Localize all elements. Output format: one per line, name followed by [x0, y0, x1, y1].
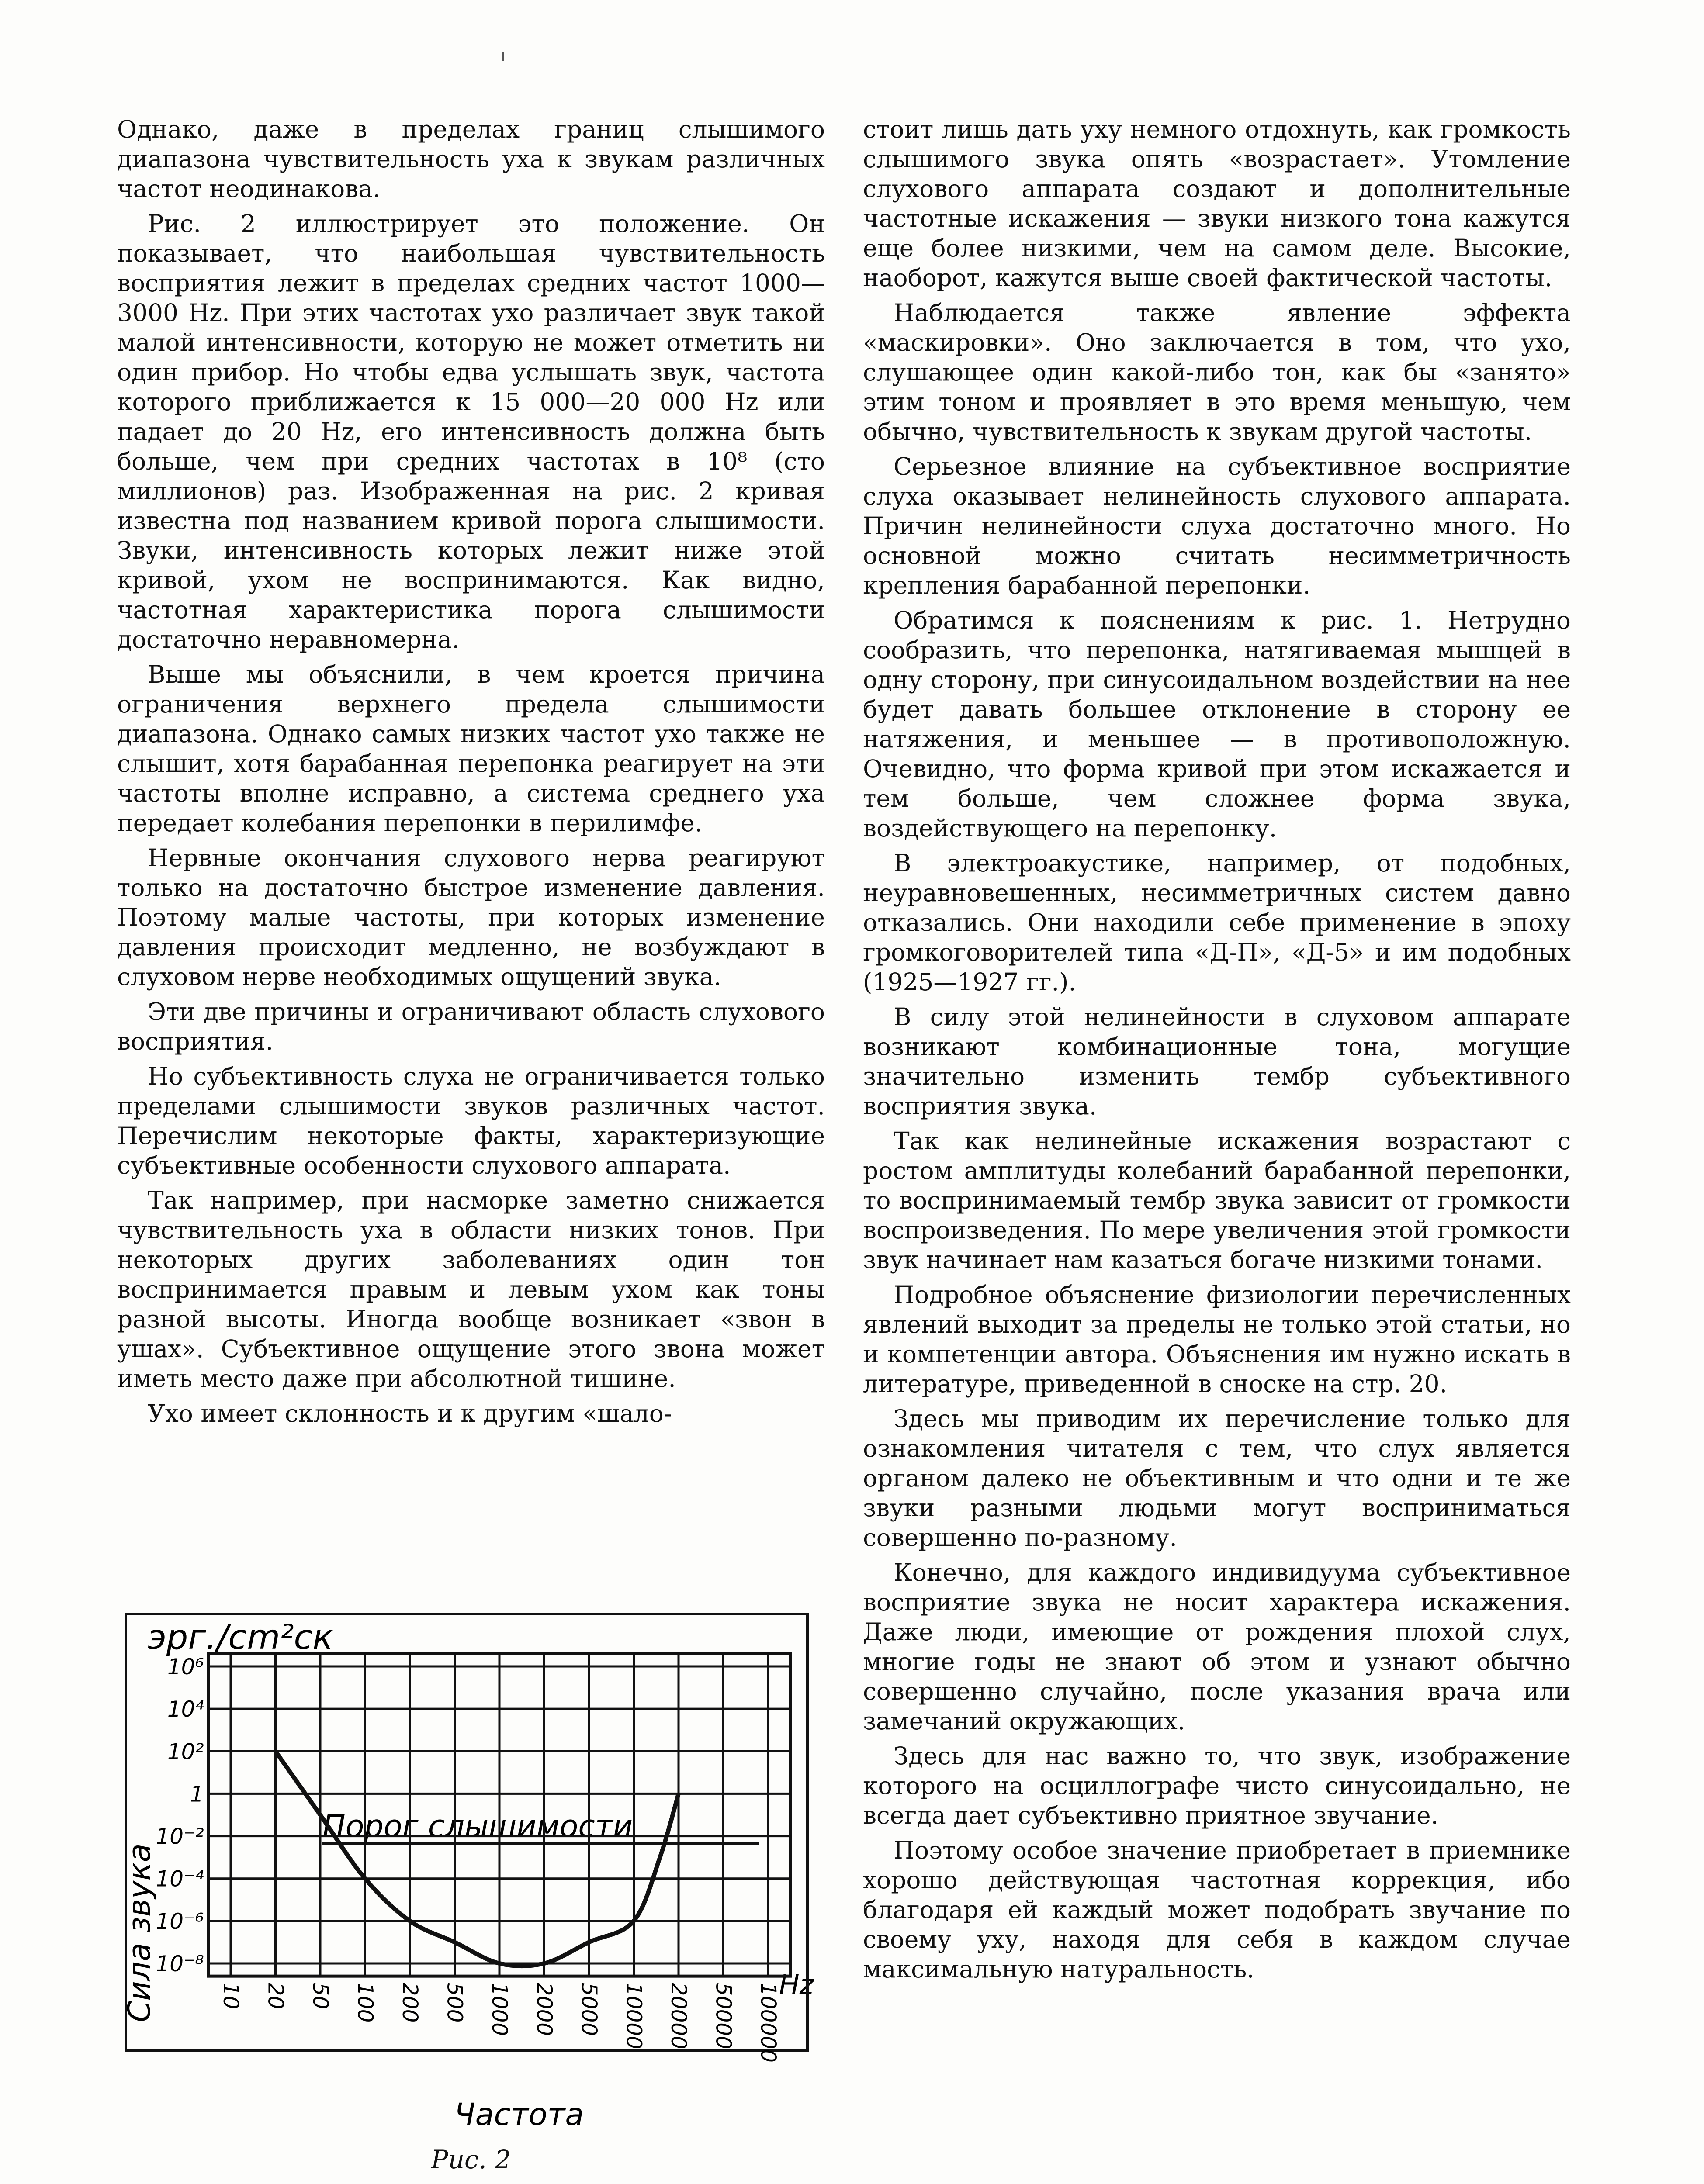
- x-tick-label: 200: [398, 1982, 422, 2023]
- paragraph: В силу этой нелинейности в слуховом аппарате возникают комбинационные тона, могущие значительно изменить тембр субъективного восприятия звука.: [863, 1003, 1571, 1120]
- x-tick-label: 10: [218, 1982, 243, 2009]
- figure-caption: Рис. 2: [431, 2145, 511, 2174]
- x-tick-label: 500: [442, 1982, 467, 2023]
- x-tick-label: 5000: [577, 1982, 601, 2036]
- paragraph: Поэтому особое значение приобретает в приемнике хорошо действующая частотная коррекция, ибо благодаря ей каждый может подобрать звучание по своему уху, находя для себя в каждом случае максимальную натуральность.: [863, 1836, 1571, 1983]
- x-tick-label: 100: [353, 1982, 378, 2023]
- paragraph: Рис. 2 иллюстрирует это положение. Он показывает, что наибольшая чувствительность восприятия лежит в пределах средних частот 1000—3000 Hz. При этих частотах ухо различает звук такой малой интенсивности, которую не может отметить ни один прибор. Но чтобы едва услышать звук, частота которого приближается к 15 000—20 000 Hz или падает до 20 Hz, его интенсивность должна быть больше, чем при средних частотах в 10⁸ (сто миллионов) раз. Изображенная на рис. 2 кривая известна под названием кривой порога слышимости. Звуки, интенсивность которых лежит ниже этой кривой, ухом не воспринимаются. Как видно, частотная характеристика порога слышимости достаточно неравномерна.: [117, 210, 825, 653]
- x-tick-label: 50: [308, 1982, 332, 2009]
- paragraph: Здесь для нас важно то, что звук, изображение которого на осциллографе чисто синусоидально, не всегда дает субъективно приятное звучание.: [863, 1742, 1571, 1829]
- x-tick-label: 2000: [532, 1982, 557, 2036]
- y-tick-label: 10⁴: [167, 1697, 204, 1722]
- left-column: [117, 114, 825, 1434]
- threshold-curve: [276, 1751, 679, 1966]
- paragraph: Конечно, для каждого индивидуума субъективное восприятие звука не носит характера искажения. Даже люди, имеющие от рождения плохой слух, многие годы не знают об этом и узнают обычно совершенно случайно, после указания врача или замечаний окружающих.: [863, 1559, 1571, 1735]
- y-tick-label: 10⁻⁶: [156, 1908, 204, 1934]
- x-tick-label: 10000: [621, 1982, 646, 2049]
- paragraph: Нервные окончания слухового нерва реагируют только на достаточно быстрое изменение давления. Поэтому малые частоты, при которых изменение давления происходит медленно, не возбуждают в слуховом нерве необходимых ощущений звука.: [117, 844, 825, 991]
- paragraph: Серьезное влияние на субъективное восприятие слуха оказывает нелинейность слухового аппарата. Причин нелинейности слуха достаточно много. Но основной можно считать несимметричность крепления барабанной перепонки.: [863, 453, 1571, 599]
- figure-hearing-threshold: [117, 1610, 825, 2177]
- x-tick-label: 20: [263, 1982, 288, 2009]
- right-column: [863, 114, 1571, 1989]
- paragraph: стоит лишь дать уху немного отдохнуть, как громкость слышимого звука опять «возрастает». Утомление слухового аппарата создают и дополнительные частотные искажения — звуки низкого тона кажутся еще более низкими, чем на самом деле. Высокие, наоборот, кажутся выше своей фактической частоты.: [863, 115, 1571, 292]
- scan-mark: [502, 52, 504, 61]
- y-tick-label: 10⁻²: [156, 1824, 204, 1849]
- y-axis-label: Сила звука: [121, 1843, 157, 2022]
- x-axis-label: Частота: [454, 2097, 584, 2132]
- x-unit-label: Hz: [779, 1969, 814, 2001]
- paragraph: В электроакустике, например, от подобных, неуравновешенных, несимметричных систем давно отказались. Они находили себе применение в эпоху громкоговорителей типа «Д-П», «Д-5» и им подобных (1925—1927 гг.).: [863, 849, 1571, 996]
- paragraph: Ухо имеет склонность и к другим «шало-: [148, 1400, 672, 1427]
- paragraph: Но субъективность слуха не ограничивается только пределами слышимости звуков различных частот. Перечислим некоторые факты, характеризующие субъективные особенности слухового аппарата.: [117, 1062, 825, 1179]
- y-tick-label: 10⁻⁴: [156, 1866, 204, 1892]
- curve-label: Порог слышимости: [322, 1808, 633, 1844]
- x-tick-label: 20000: [666, 1982, 691, 2049]
- x-tick-label: 100000: [756, 1982, 780, 2063]
- paragraph: Выше мы объяснили, в чем кроется причина ограничения верхнего предела слышимости диапазона. Однако самых низких частот ухо также не слышит, хотя барабанная перепонка реагирует на эти частоты вполне исправно, а система среднего уха передает колебания перепонки в перилимфе.: [117, 660, 825, 837]
- y-tick-label: 1: [190, 1781, 204, 1807]
- threshold-chart: [117, 1610, 825, 2134]
- paragraph: Наблюдается также явление эффекта «маскировки». Оно заключается в том, что ухо, слушающее один какой-либо тон, как бы «занято» этим тоном и проявляет в это время меньшую, чем обычно, чувствительность к звукам другой частоты.: [863, 299, 1571, 446]
- paragraph: Здесь мы приводим их перечисление только для ознакомления читателя с тем, что слух является органом далеко не объективным и что одни и те же звуки разными людьми могут восприниматься совершенно по-разному.: [863, 1405, 1571, 1552]
- paragraph: Подробное объяснение физиологии перечисленных явлений выходит за пределы не только этой статьи, но и компетенции автора. Объяснения им нужно искать в литературе, приведенной в сноске на стр. 20.: [863, 1281, 1571, 1398]
- paragraph: Так как нелинейные искажения возрастают с ростом амплитуды колебаний барабанной перепонки, то воспринимаемый тембр звука зависит от громкости воспроизведения. По мере увеличения этой громкости звук начинает нам казаться богаче низкими тонами.: [863, 1127, 1571, 1274]
- paragraph: Обратимся к пояснениям к рис. 1. Нетрудно сообразить, что перепонка, натягиваемая мышцей в одну сторону, при синусоидальном воздействии на нее будет давать большее отклонение в сторону ее натяжения, и меньшее — в противоположную. Очевидно, что форма кривой при этом искажается и тем больше, чем сложнее форма звука, воздействующего на перепонку.: [863, 606, 1571, 842]
- paragraph: Однако, даже в пределах границ слышимого диапазона чувствительность уха к звукам различных частот неодинакова.: [117, 115, 825, 203]
- x-tick-label: 50000: [711, 1982, 736, 2049]
- paragraph: Так например, при насморке заметно снижается чувствительность уха в области низких тонов. При некоторых других заболеваниях один тон воспринимается правым и левым ухом как тоны разной высоты. Иногда вообще возникает «звон в ушах». Субъективное ощущение этого звона может иметь место даже при абсолютной тишине.: [117, 1186, 825, 1393]
- y-tick-label: 10⁻⁸: [156, 1951, 204, 1977]
- paragraph: Эти две причины и ограничивают область слухового восприятия.: [117, 998, 825, 1055]
- x-tick-label: 1000: [487, 1982, 512, 2036]
- y-tick-label: 10⁶: [167, 1654, 204, 1679]
- y-unit-label: эрг./cm²ск: [148, 1618, 333, 1657]
- y-tick-label: 10²: [167, 1739, 204, 1765]
